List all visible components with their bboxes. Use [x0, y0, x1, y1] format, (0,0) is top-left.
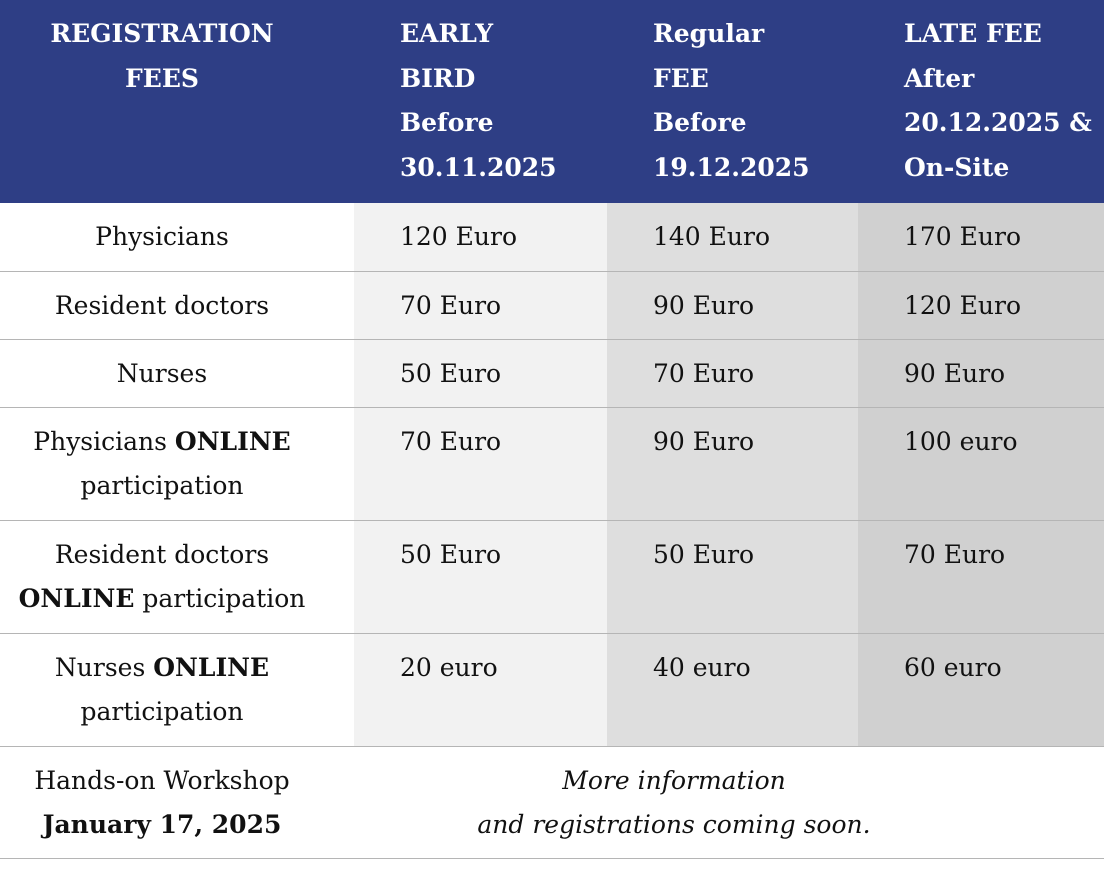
early-bird-fee: 70 Euro	[354, 407, 607, 520]
row-label: Physicians	[0, 203, 354, 271]
header-early-bird: EARLY BIRD Before 30.11.2025	[354, 0, 607, 203]
header-registration-fees: REGISTRATION FEES	[0, 0, 354, 203]
regular-fee: 90 Euro	[607, 407, 858, 520]
late-fee: 100 euro	[858, 407, 1104, 520]
table-row	[0, 203, 1104, 271]
table-row	[0, 407, 1104, 520]
table-row	[0, 520, 1104, 633]
regular-fee: 90 Euro	[607, 271, 858, 339]
workshop-label	[0, 746, 354, 858]
regular-fee: 40 euro	[607, 633, 858, 746]
regular-fee: 50 Euro	[607, 520, 858, 633]
table-row	[0, 271, 1104, 339]
early-bird-fee: 50 Euro	[354, 339, 607, 407]
row-label: Nurses ONLINE participation	[0, 633, 354, 746]
table-row	[0, 633, 1104, 746]
late-fee: 170 Euro	[858, 203, 1104, 271]
header-regular-fee: Regular FEE Before 19.12.2025	[607, 0, 858, 203]
late-fee: 90 Euro	[858, 339, 1104, 407]
header-row	[0, 0, 1104, 203]
row-label: Resident doctors	[0, 271, 354, 339]
row-label: Nurses	[0, 339, 354, 407]
header-late-fee: LATE FEE After 20.12.2025 & On-Site	[858, 0, 1104, 203]
regular-fee: 140 Euro	[607, 203, 858, 271]
late-fee: 70 Euro	[858, 520, 1104, 633]
early-bird-fee: 20 euro	[354, 633, 607, 746]
workshop-note: More information and registrations coming soon.	[354, 746, 1104, 858]
row-label: Physicians ONLINE participation	[0, 407, 354, 520]
workshop-title: Hands-on Workshop	[34, 765, 290, 795]
early-bird-fee: 120 Euro	[354, 203, 607, 271]
workshop-date: January 17, 2025	[42, 810, 282, 839]
regular-fee: 70 Euro	[607, 339, 858, 407]
early-bird-fee: 70 Euro	[354, 271, 607, 339]
late-fee: 60 euro	[858, 633, 1104, 746]
row-label: Resident doctors ONLINE participation	[0, 520, 354, 633]
workshop-row	[0, 746, 1104, 858]
table-row	[0, 339, 1104, 407]
late-fee: 120 Euro	[858, 271, 1104, 339]
early-bird-fee: 50 Euro	[354, 520, 607, 633]
